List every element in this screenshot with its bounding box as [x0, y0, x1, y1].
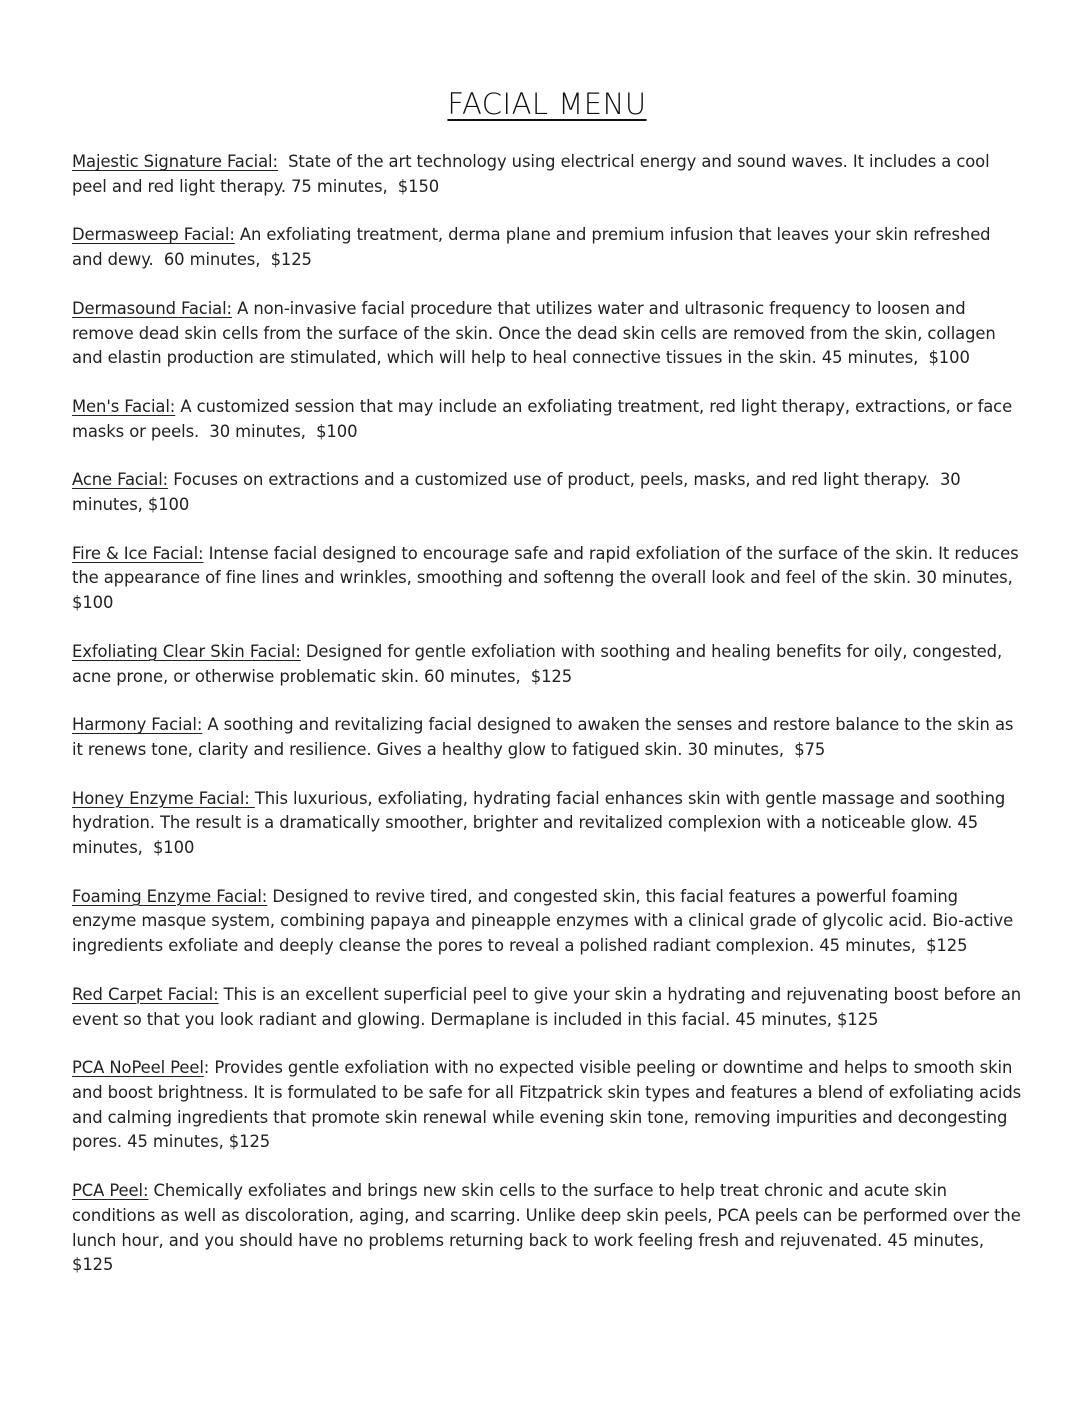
menu-item-description: An exfoliating treatment, derma plane and premium infusion that leaves your skin refreshed and dewy. 60 minutes, $125 — [72, 225, 996, 270]
menu-item-description: This is an excellent superficial peel to give your skin a hydrating and rejuvenating boost before an event so that you look radiant and glowing. Dermaplane is included in this facial. 45 minutes, $125 — [72, 984, 1027, 1029]
menu-item-mens — [72, 395, 1022, 444]
menu-item-name: Honey Enzyme Facial: — [72, 788, 255, 808]
page-title — [72, 84, 1022, 124]
menu-item-name: PCA NoPeel Peel — [72, 1058, 204, 1078]
menu-item-exfoliating-clear-skin — [72, 640, 1022, 689]
menu-item-description: : Provides gentle exfoliation with no expected visible peeling or downtime and helps to smooth skin and boost brightness. It is formulated to be safe for all Fitzpatrick skin types and features a blend of exfoliating acids and calming ingredients that promote skin renewal while evening skin tone, removing impurities and decongesting pores. 45 minutes, $125 — [72, 1058, 1027, 1152]
menu-item-name: Red Carpet Facial: — [72, 984, 219, 1004]
menu-item-red-carpet — [72, 983, 1027, 1032]
menu-item-name: Acne Facial: — [72, 470, 169, 490]
page-title-text: FACIAL MENU — [447, 87, 647, 121]
menu-item-name: Exfoliating Clear Skin Facial: — [72, 641, 301, 661]
menu-item-name: Fire & Ice Facial: — [72, 543, 204, 563]
menu-item-name: Majestic Signature Facial: — [72, 152, 278, 171]
menu-item-dermasweep — [72, 223, 1022, 272]
menu-item-name: Dermasweep Facial: — [72, 225, 235, 245]
menu-item-description: A soothing and revitalizing facial designed to awaken the senses and restore balance to the skin as it renews tone, clarity and resilience. Gives a healthy glow to fatigued skin. 30 minutes, $75 — [72, 715, 1019, 759]
menu-item-description: State of the art technology using electrical energy and sound waves. It includes a cool peel and red light therapy. 75 minutes, $150 — [72, 152, 995, 196]
menu-item-name: Foaming Enzyme Facial: — [72, 886, 268, 906]
menu-item-name: Dermasound Facial: — [72, 298, 232, 318]
menu-item-description: Focuses on extractions and a customized use of product, peels, masks, and red light therapy. 30 minutes, $100 — [72, 470, 966, 515]
menu-item-majestic-signature — [72, 150, 1022, 199]
menu-item-description: Chemically exfoliates and brings new skin cells to the surface to help treat chronic and acute skin conditions as well as discoloration, aging, and scarring. Unlike deep skin peels, PCA peels can be performed over the lunch hour, and you should have no problems returning back to work feeling fresh and rejuvenated. 45 minutes, $125 — [72, 1181, 1026, 1275]
menu-item-name: Harmony Facial: — [72, 715, 203, 735]
menu-item-description: Designed to revive tired, and congested skin, this facial features a powerful foaming enzyme masque system, combining papaya and pineapple enzymes with a clinical grade of glycolic acid. Bio-active ingredients exfoliate and deeply cleanse the pores to reveal a polished radiant complexion. 45 minutes, $125 — [72, 886, 1019, 956]
menu-item-description: A non-invasive facial procedure that utilizes water and ultrasonic frequency to loosen and remove dead skin cells from the surface of the skin. Once the dead skin cells are removed from the skin, collagen and elastin production are stimulated, which will help to heal connective tissues in the skin. 45 minutes, $100 — [72, 298, 1001, 368]
menu-item-acne — [72, 468, 1022, 517]
menu-item-foaming-enzyme — [72, 885, 1022, 959]
menu-item-honey-enzyme — [72, 787, 1022, 861]
menu-item-pca-peel — [72, 1179, 1026, 1278]
menu-item-harmony — [72, 713, 1022, 762]
menu-item-description: Designed for gentle exfoliation with soothing and healing benefits for oily, congested, acne prone, or otherwise problematic skin. 60 minutes, $125 — [72, 641, 1008, 686]
menu-item-description: Intense facial designed to encourage safe and rapid exfoliation of the surface of the skin. It reduces the appearance of fine lines and wrinkles, smoothing and softenng the overall look and feel of the skin. 30 minutes, $100 — [72, 543, 1024, 613]
menu-item-fire-and-ice — [72, 542, 1022, 616]
menu-item-description: This luxurious, exfoliating, hydrating facial enhances skin with gentle massage and soothing hydration. The result is a dramatically smoother, brighter and revitalized complexion with a noticeable glow. 45 minutes, $100 — [72, 788, 1011, 858]
facial-menu-document — [72, 84, 1027, 1302]
menu-item-description: A customized session that may include an exfoliating treatment, red light therapy, extractions, or face masks or peels. 30 minutes, $100 — [72, 396, 1018, 441]
menu-item-dermasound — [72, 297, 1022, 371]
menu-item-name: PCA Peel: — [72, 1181, 149, 1201]
menu-item-pca-nopeel-peel — [72, 1056, 1027, 1155]
menu-item-name: Men's Facial: — [72, 396, 176, 416]
